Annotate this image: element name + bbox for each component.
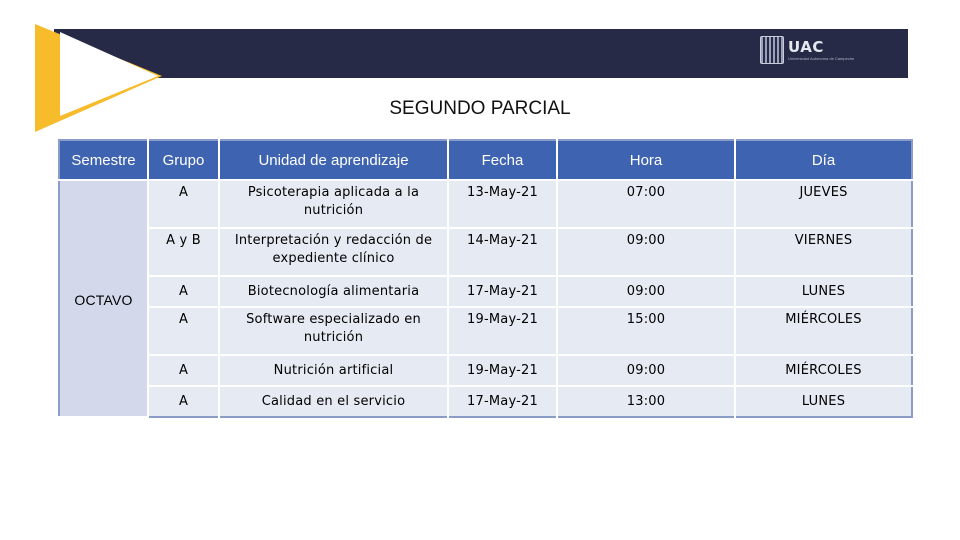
exam-schedule-table (58, 139, 913, 418)
unidad-cell: Interpretación y redacción de expediente clínico (219, 228, 448, 276)
fecha-cell: 13-May-21 (448, 180, 557, 228)
dia-cell: JUEVES (735, 180, 912, 228)
hora-cell: 09:00 (557, 355, 735, 386)
grupo-cell: A (148, 355, 219, 386)
table-row (59, 276, 912, 307)
header-hora: Hora (557, 140, 735, 180)
header-unidad: Unidad de aprendizaje (219, 140, 448, 180)
university-logo (760, 35, 854, 65)
hora-cell: 07:00 (557, 180, 735, 228)
grupo-cell: A (148, 386, 219, 417)
dia-cell: VIERNES (735, 228, 912, 276)
grupo-cell: A (148, 307, 219, 355)
header-dia: Día (735, 140, 912, 180)
dia-cell: MIÉRCOLES (735, 355, 912, 386)
unidad-cell: Nutrición artificial (219, 355, 448, 386)
unidad-cell: Psicoterapia aplicada a la nutrición (219, 180, 448, 228)
unidad-cell: Biotecnología alimentaria (219, 276, 448, 307)
grupo-cell: A (148, 276, 219, 307)
grupo-cell: A y B (148, 228, 219, 276)
table-row (59, 180, 912, 228)
header-semestre: Semestre (59, 140, 148, 180)
table-header-row (59, 140, 912, 180)
semestre-cell: OCTAVO (59, 180, 148, 417)
table-row (59, 355, 912, 386)
fecha-cell: 19-May-21 (448, 307, 557, 355)
dia-cell: LUNES (735, 276, 912, 307)
fecha-cell: 17-May-21 (448, 276, 557, 307)
grupo-cell: A (148, 180, 219, 228)
header-grupo: Grupo (148, 140, 219, 180)
table-row (59, 228, 912, 276)
unidad-cell: Software especializado en nutrición (219, 307, 448, 355)
unidad-cell: Calidad en el servicio (219, 386, 448, 417)
fecha-cell: 14-May-21 (448, 228, 557, 276)
header-fecha: Fecha (448, 140, 557, 180)
hora-cell: 09:00 (557, 276, 735, 307)
fecha-cell: 19-May-21 (448, 355, 557, 386)
dia-cell: MIÉRCOLES (735, 307, 912, 355)
dia-cell: LUNES (735, 386, 912, 417)
hora-cell: 13:00 (557, 386, 735, 417)
page-title: SEGUNDO PARCIAL (389, 98, 571, 119)
table-row (59, 386, 912, 417)
hora-cell: 15:00 (557, 307, 735, 355)
hora-cell: 09:00 (557, 228, 735, 276)
fecha-cell: 17-May-21 (448, 386, 557, 417)
logo-subtitle: Universidad Autónoma de Campeche (788, 55, 855, 61)
logo-name: UAC (788, 37, 824, 56)
table-row (59, 307, 912, 355)
university-seal-icon (760, 36, 784, 64)
